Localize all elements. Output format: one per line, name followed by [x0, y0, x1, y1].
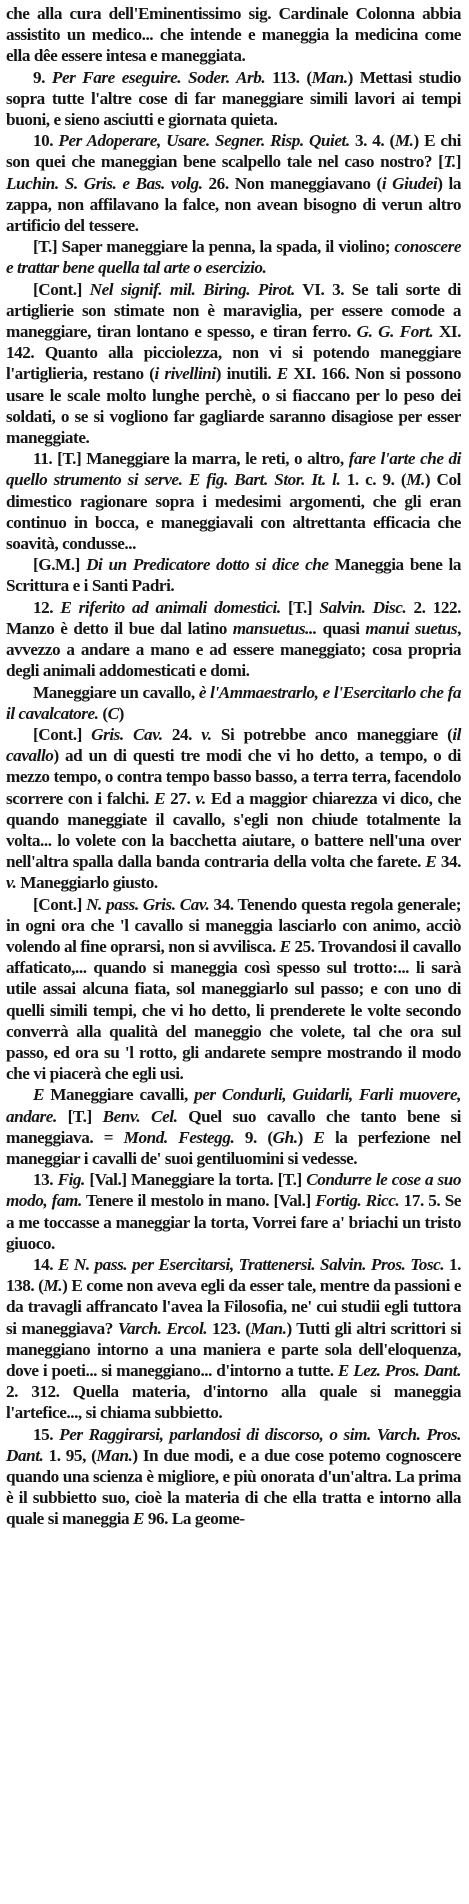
dictionary-paragraph: 12. E riferito ad animali domestici. [T.] Salvin. Disc. 2. 122. Manzo è detto il bue dal latino mansuetus... quasi manui suetus, avvezzo a andare a mano e ad essere maneggiato; cosa propria degli animali addomesticati e domi.: [6, 597, 462, 681]
dictionary-paragraph: che alla cura dell'Eminentissimo sig. Cardinale Colonna abbia assistito un medico... che intende e maneggia la medicina come ella dêe essere intesa e maneggiata.: [6, 4, 461, 66]
dictionary-paragraph: 14. E N. pass. per Esercitarsi, Trattenersi. Salvin. Pros. Tosc. 1. 138. (M.) E come non aveva egli da esser tale, mentre da passioni e da travagli affrancato l'avea la Filosofia, ne' cui studii egli tuttora si maneggiava? Varch. Ercol. 123. (Man.) Tutti gli altri scrittori si maneggiano intorno a una maniera e parte sola dell'eloquenza, dove i poeti... si maneggiano... d'intorno a tutte. E Lez. Pros. Dant. 2. 312. Quella materia, d'intorno alla quale si maneggia l'artefice..., si chiama subbietto.: [6, 1254, 462, 1423]
dictionary-paragraph: [T.] Saper maneggiare la penna, la spada, il violino; conoscere e trattar bene quella tal arte o esercizio.: [6, 237, 461, 278]
dictionary-paragraph: [Cont.] Gris. Cav. 24. v. Si potrebbe anco maneggiare (il cavallo) ad un di questi tre modi che vi ho detto, a tempo, o di mezzo tempo, o contra tempo basso basso, a terra terra, facendolo scorrere con i falchi. E 27. v. Ed a maggior chiarezza vi dico, che quando maneggiate il cavallo, s'egli non chiude totalmente la volta... lo volete con la bacchetta aiutare, o battere nell'una over nell'altra spalla dalla banda contraria della volta che farete. E 34. v. Maneggiarlo giusto.: [6, 724, 461, 893]
text-body: [6, 3, 461, 1530]
dictionary-paragraph: 15. Per Raggirarsi, parlandosi di discorso, o sim. Varch. Pros. Dant. 1. 95, (Man.) In due modi, e a due cose potemo cognoscere quando una scienza è migliore, e più onorata d'un'altra. La prima è il subbietto suo, cioè la materia di che ella tratta e intorno alla quale si maneggia E 96. La geome-: [6, 1424, 461, 1529]
dictionary-paragraph: [G.M.] Di un Predicatore dotto si dice che Maneggia bene la Scrittura e i Santi Padri.: [6, 555, 462, 596]
dictionary-paragraph: 9. Per Fare eseguire. Soder. Arb. 113. (Man.) Mettasi studio sopra tutte l'altre cose di far maneggiare simili lavori ai tempi buoni, e sieno asciutti e giornata quieta.: [6, 67, 462, 130]
dictionary-paragraph: E Maneggiare cavalli, per Condurli, Guidarli, Farli muovere, andare. [T.] Benv. Cel. Quel suo cavallo che tanto bene si maneggiava. = Mond. Festegg. 9. (Gh.) E la perfezione nel maneggiar i cavalli de' suoi gentiluomini si vedesse.: [6, 1085, 462, 1168]
dictionary-paragraph: 13. Fig. [Val.] Maneggiare la torta. [T.] Condurre le cose a suo modo, fam. Tenere il mestolo in mano. [Val.] Fortig. Ricc. 17. 5. Se a me toccasse a maneggiar la torta, Vorrei fare a' briachi un tristo giuoco.: [6, 1170, 462, 1253]
dictionary-paragraph: [Cont.] Nel signif. mil. Biring. Pirot. VI. 3. Se tali sorte di artiglierie son stimate non è maraviglia, per essere comode a maneggiare, tiran lontano e spesso, e tiran ferro. G. G. Fort. XI. 142. Quanto alla picciolezza, non vi si potendo maneggiare l'artiglieria, restano (i rivellini) inutili. E XI. 166. Non si possono usare le scale molto lunghe perchè, o si fiaccano per lo peso dei soldati, o se si vogliono far gagliarde saranno disagiose per esser maneggiate.: [6, 279, 461, 448]
dictionary-paragraph: 11. [T.] Maneggiare la marra, le reti, o altro, fare l'arte che di quello strumento si serve. E fig. Bart. Stor. It. l. 1. c. 9. (M.) Col dimestico ragionare sopra i medesimi argomenti, che gli eran continuo in bocca, e maneggiavali con altrettanta efficacia che soavità, condusse...: [6, 449, 461, 554]
dictionary-paragraph: [Cont.] N. pass. Gris. Cav. 34. Tenendo questa regola generale; in ogni ora che 'l cavallo si maneggia lasciarlo con animo, acciò volendo al fine oprarsi, non si avvilisca. E 25. Trovandosi il cavallo affaticato,... quando si maneggia così spesso sul trotto:... li sarà utile assai alcuna fiata, sol maneggiarlo sul passo; e con uno di quelli simili tempi, che vi ho detto, li prenderete le volte secondo converrà alla qualità del maneggio che volete, tal che ora sul passo, ed ora su 'l rotto, gli andarete sempre mostrando il modo che vi piacerà che egli usi.: [6, 894, 462, 1084]
dictionary-paragraph: Maneggiare un cavallo, è l'Ammaestrarlo, e l'Esercitarlo che fa il cavalcatore. (C): [6, 682, 461, 723]
dictionary-paragraph: 10. Per Adoperare, Usare. Segner. Risp. Quiet. 3. 4. (M.) E chi son quei che maneggian bene scalpello tale nel caso nostro? [T.] Luchin. S. Gris. e Bas. volg. 26. Non maneggiavano (i Giudei) la zappa, non affilavano la falce, non avean bisogno di verun altro artificio del tessere.: [6, 131, 462, 236]
